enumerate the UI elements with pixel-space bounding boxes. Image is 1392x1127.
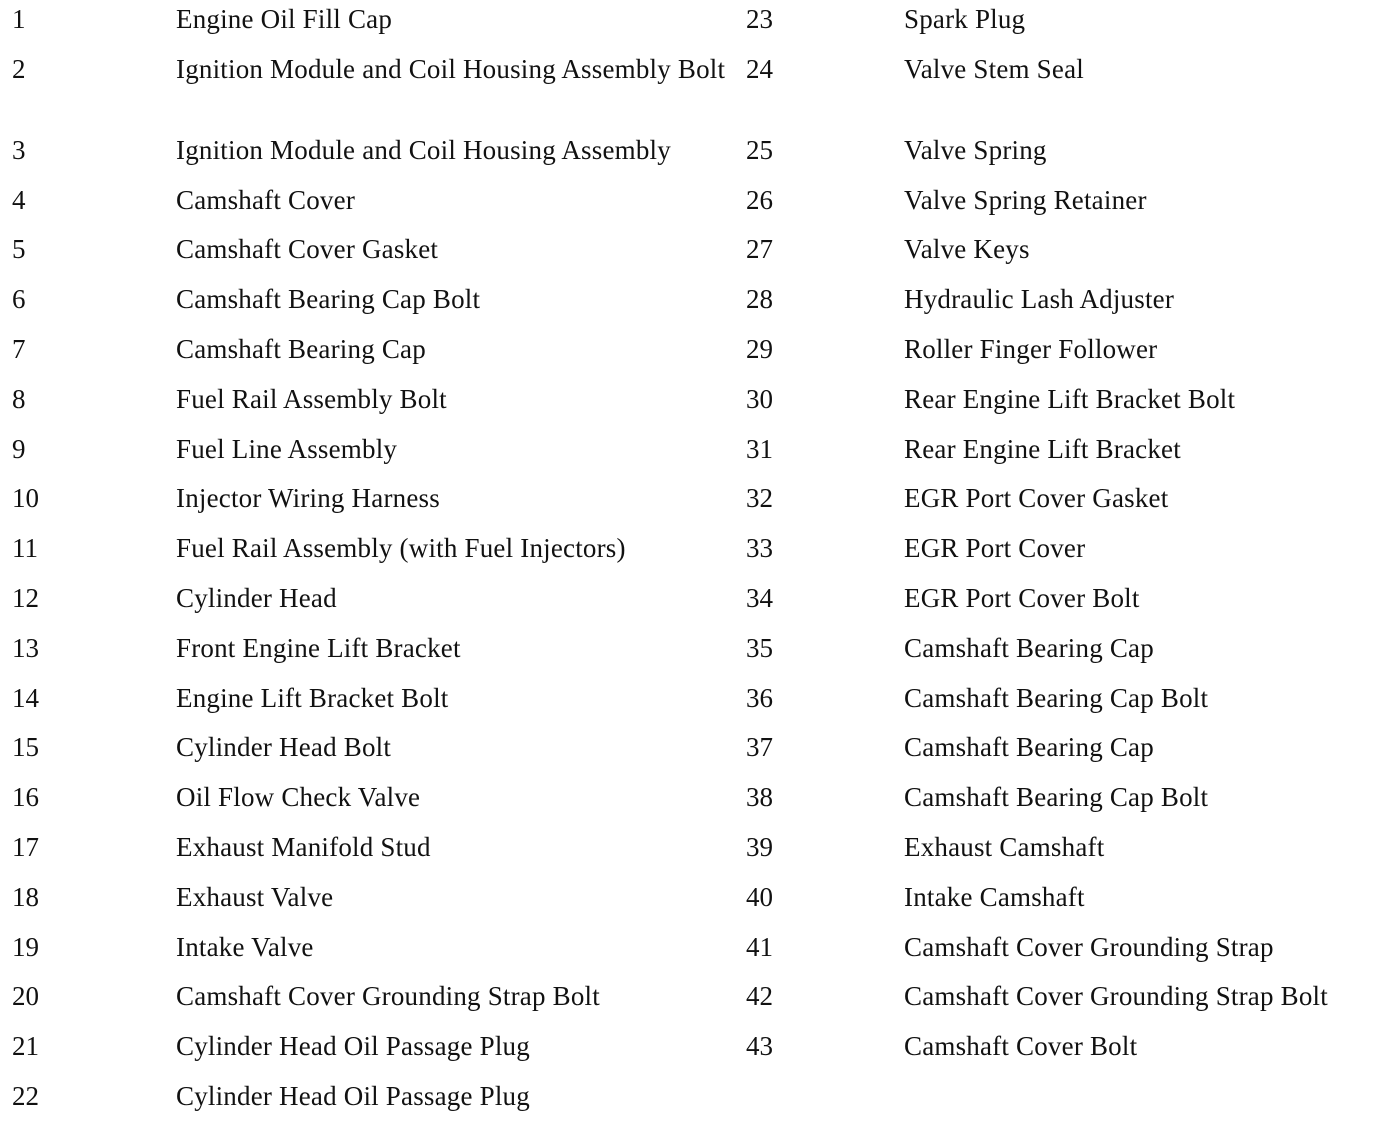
- legend-row: [740, 380, 1392, 430]
- item-number: 43: [746, 1031, 773, 1062]
- legend-row: [0, 1077, 740, 1127]
- legend-row: [0, 679, 740, 729]
- item-label: Camshaft Bearing Cap Bolt: [904, 782, 1209, 813]
- item-number: 21: [12, 1031, 39, 1062]
- item-number: 22: [12, 1080, 39, 1111]
- item-number: 7: [12, 333, 26, 364]
- legend-row: [740, 728, 1392, 778]
- item-number: 14: [12, 682, 39, 713]
- item-label: Camshaft Cover Grounding Strap Bolt: [176, 981, 600, 1012]
- item-label: Fuel Line Assembly: [176, 433, 398, 464]
- item-number: 28: [746, 284, 773, 315]
- item-number: 33: [746, 533, 773, 564]
- item-label: Camshaft Cover Gasket: [176, 234, 439, 265]
- item-label: Valve Stem Seal: [904, 53, 1084, 84]
- item-label: Valve Spring Retainer: [904, 184, 1147, 215]
- item-number: 3: [12, 134, 26, 165]
- legend-row: [740, 430, 1392, 480]
- legend-row: [740, 529, 1392, 579]
- item-label: Fuel Rail Assembly Bolt: [176, 383, 447, 414]
- item-label: Exhaust Camshaft: [904, 831, 1105, 862]
- item-number: 8: [12, 383, 26, 414]
- legend-row: [740, 977, 1392, 1027]
- item-label: Camshaft Cover Grounding Strap: [904, 931, 1274, 962]
- item-label: Injector Wiring Harness: [176, 483, 440, 514]
- item-label: Cylinder Head Bolt: [176, 732, 392, 763]
- item-label: Camshaft Bearing Cap: [176, 333, 426, 364]
- legend-row: [0, 728, 740, 778]
- item-label: Camshaft Bearing Cap: [904, 732, 1154, 763]
- legend-row: [740, 479, 1392, 529]
- item-number: 15: [12, 732, 39, 763]
- item-label: Intake Camshaft: [904, 881, 1085, 912]
- item-number: 1: [12, 4, 26, 34]
- item-number: 35: [746, 632, 773, 663]
- legend-row: [0, 430, 740, 480]
- item-number: 20: [12, 981, 39, 1012]
- item-label: Fuel Rail Assembly (with Fuel Injectors): [176, 533, 626, 564]
- legend-row: [0, 828, 740, 878]
- legend-row: [0, 629, 740, 679]
- item-label: Valve Spring: [904, 134, 1047, 165]
- item-number: 6: [12, 284, 26, 315]
- legend-row: [0, 131, 740, 181]
- item-label: Cylinder Head Oil Passage Plug: [176, 1031, 530, 1062]
- item-number: 25: [746, 134, 773, 165]
- item-label: Rear Engine Lift Bracket Bolt: [904, 383, 1236, 414]
- item-number: 36: [746, 682, 773, 713]
- legend-row: [740, 0, 1392, 50]
- item-number: 41: [746, 931, 773, 962]
- item-number: 31: [746, 433, 773, 464]
- item-label: Exhaust Manifold Stud: [176, 831, 431, 862]
- legend-row: [740, 828, 1392, 878]
- legend-row: [0, 330, 740, 380]
- item-number: 23: [746, 4, 773, 34]
- item-number: 2: [12, 53, 26, 84]
- legend-row: [740, 330, 1392, 380]
- legend-row: [740, 679, 1392, 729]
- item-label: Ignition Module and Coil Housing Assembly: [176, 134, 671, 165]
- item-number: 19: [12, 931, 39, 962]
- item-number: 32: [746, 483, 773, 514]
- legend-row: [740, 778, 1392, 828]
- legend-row: [740, 579, 1392, 629]
- legend-row: [740, 280, 1392, 330]
- item-number: 34: [746, 582, 773, 613]
- item-number: 40: [746, 881, 773, 912]
- legend-row: [740, 1027, 1392, 1077]
- legend-row: [0, 50, 740, 131]
- legend-row: [0, 380, 740, 430]
- item-number: 42: [746, 981, 773, 1012]
- legend-row: [740, 629, 1392, 679]
- item-label: Camshaft Cover Grounding Strap Bolt: [904, 981, 1328, 1012]
- legend-row: [740, 181, 1392, 231]
- item-label: Camshaft Bearing Cap Bolt: [904, 682, 1209, 713]
- legend-row: [0, 1027, 740, 1077]
- item-number: 29: [746, 333, 773, 364]
- item-label: EGR Port Cover: [904, 533, 1086, 564]
- item-number: 4: [12, 184, 26, 215]
- item-label: EGR Port Cover Gasket: [904, 483, 1169, 514]
- legend-row: [740, 878, 1392, 928]
- item-label: Rear Engine Lift Bracket: [904, 433, 1181, 464]
- item-label: Intake Valve: [176, 931, 314, 962]
- item-label: Hydraulic Lash Adjuster: [904, 284, 1175, 315]
- item-label: Valve Keys: [904, 234, 1030, 265]
- legend-row: [0, 479, 740, 529]
- item-number: 37: [746, 732, 773, 763]
- item-number: 39: [746, 831, 773, 862]
- item-number: 26: [746, 184, 773, 215]
- legend-row: [740, 928, 1392, 978]
- item-label: Camshaft Cover: [176, 184, 356, 215]
- legend-row: [0, 280, 740, 330]
- legend-row: [0, 878, 740, 928]
- legend-row: [0, 181, 740, 231]
- item-number: 5: [12, 234, 26, 265]
- legend-row: [0, 977, 740, 1027]
- item-label: Cylinder Head: [176, 582, 337, 613]
- item-number: 13: [12, 632, 39, 663]
- item-label: Oil Flow Check Valve: [176, 782, 421, 813]
- item-label: Engine Lift Bracket Bolt: [176, 682, 449, 713]
- legend-row: [0, 529, 740, 579]
- item-label: Exhaust Valve: [176, 881, 334, 912]
- item-label: Ignition Module and Coil Housing Assembly Bolt: [176, 53, 726, 84]
- item-number: 12: [12, 582, 39, 613]
- legend-row: [740, 131, 1392, 181]
- item-label: Camshaft Bearing Cap Bolt: [176, 284, 481, 315]
- legend-row: [0, 928, 740, 978]
- legend-row: [740, 50, 1392, 131]
- item-number: 18: [12, 881, 39, 912]
- item-number: 24: [746, 53, 773, 84]
- legend-row: [0, 778, 740, 828]
- item-number: 10: [12, 483, 39, 514]
- legend-row: [0, 0, 740, 50]
- item-label: Cylinder Head Oil Passage Plug: [176, 1080, 530, 1111]
- legend-row: [740, 230, 1392, 280]
- legend-row: [0, 579, 740, 629]
- item-number: 27: [746, 234, 773, 265]
- item-label: Front Engine Lift Bracket: [176, 632, 461, 663]
- item-label: EGR Port Cover Bolt: [904, 582, 1140, 613]
- item-label: Camshaft Cover Bolt: [904, 1031, 1138, 1062]
- item-label: Camshaft Bearing Cap: [904, 632, 1154, 663]
- item-number: 16: [12, 782, 39, 813]
- item-number: 17: [12, 831, 39, 862]
- item-number: 11: [12, 533, 38, 564]
- item-number: 38: [746, 782, 773, 813]
- item-label: Spark Plug: [904, 4, 1026, 34]
- item-label: Engine Oil Fill Cap: [176, 4, 393, 34]
- legend-row: [0, 230, 740, 280]
- item-number: 9: [12, 433, 26, 464]
- legend-column-right: [740, 0, 1392, 1077]
- item-number: 30: [746, 383, 773, 414]
- item-label: Roller Finger Follower: [904, 333, 1158, 364]
